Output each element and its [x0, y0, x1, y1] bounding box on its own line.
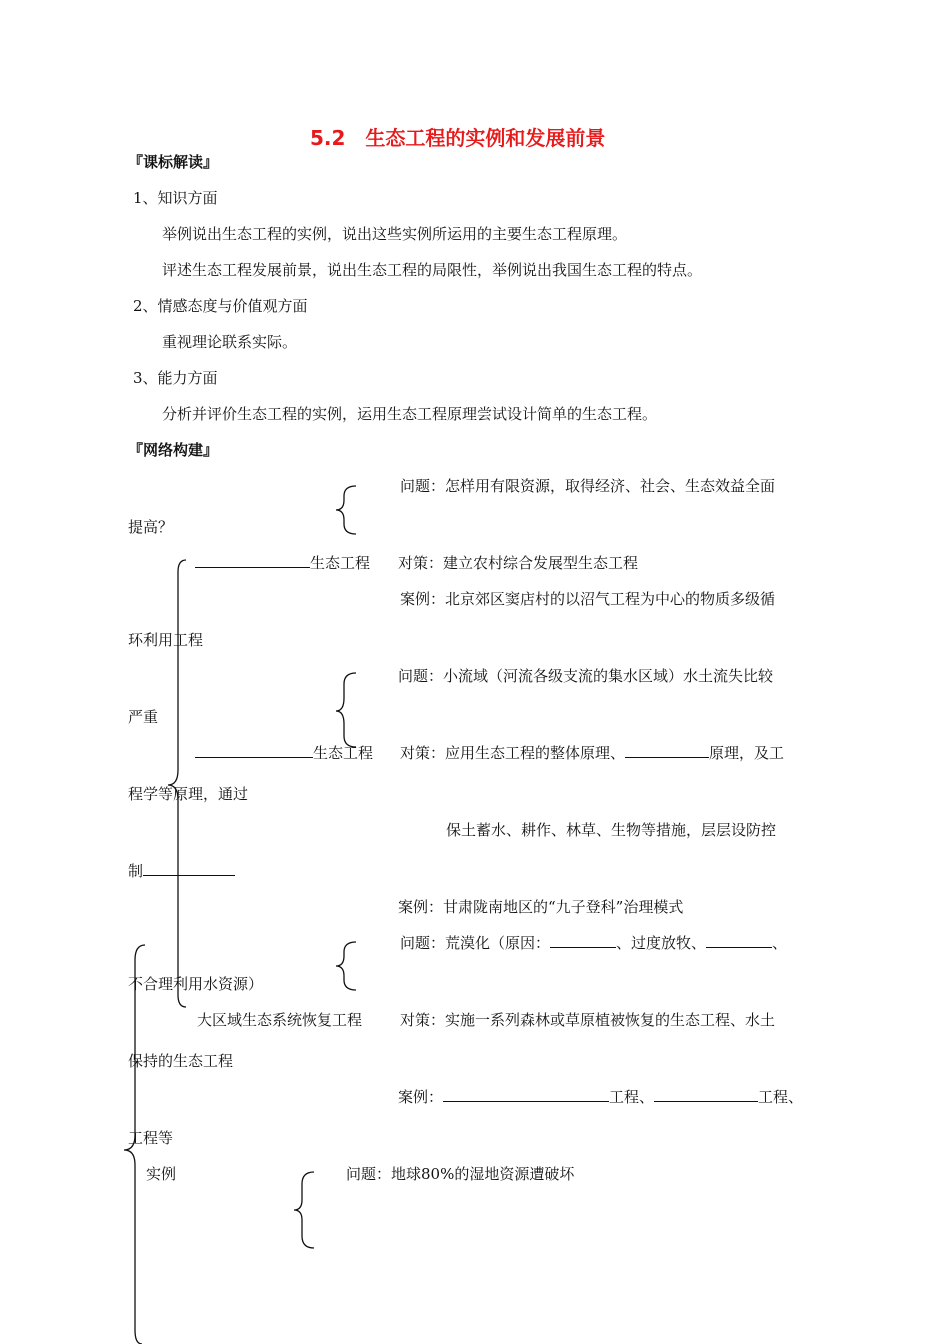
rural-name-blank	[195, 553, 310, 568]
knowledge-line-1: 举例说出生态工程的实例，说出这些实例所运用的主要生态工程原理。	[162, 225, 628, 243]
rural-case-line-2: 环利用工程	[128, 631, 204, 649]
knowledge-heading: 1、知识方面	[133, 189, 218, 207]
rural-engineering-name: 生态工程	[195, 553, 370, 573]
regional-case-blank-1	[443, 1087, 609, 1102]
rural-measure: 对策：建立农村综合发展型生态工程	[398, 554, 639, 572]
rural-problem-line-1: 问题：怎样用有限资源，取得经济、社会、生态效益全面	[400, 477, 776, 495]
regional-case-line-1: 案例： 工程、 工程、	[398, 1088, 804, 1106]
attitude-line: 重视理论联系实际。	[162, 333, 298, 351]
page-title: 5.2 生态工程的实例和发展前景	[310, 126, 606, 150]
ability-heading: 3、能力方面	[133, 369, 218, 387]
wetland-problem: 问题：地球80%的湿地资源遭破坏	[346, 1165, 575, 1183]
watershed-problem-line-2: 严重	[128, 708, 159, 726]
ability-line: 分析并评价生态工程的实例，运用生态工程原理尝试设计简单的生态工程。	[162, 405, 658, 423]
watershed-measure-line-4: 制	[128, 861, 235, 881]
examples-label: 实例	[146, 1165, 177, 1183]
watershed-control-blank	[143, 861, 235, 876]
regional-measure-line-2: 保持的生态工程	[128, 1052, 234, 1070]
wetland-problem-brace	[294, 1172, 314, 1248]
regional-problem-line-2: 不合理利用水资源）	[128, 975, 264, 993]
watershed-principle-blank	[625, 743, 709, 758]
desertification-cause-blank-2	[706, 933, 772, 948]
knowledge-line-2: 评述生态工程发展前景，说出生态工程的局限性，举例说出我国生态工程的特点。	[162, 261, 703, 279]
watershed-problem-line-1: 问题：小流域（河流各级支流的集水区域）水土流失比较	[398, 667, 774, 685]
watershed-measure-line-2: 程学等原理，通过	[128, 785, 249, 803]
rural-problem-brace	[336, 486, 356, 534]
regional-case-line-2: 工程等	[128, 1129, 174, 1147]
network-heading: 『网络构建』	[128, 441, 219, 459]
rural-case-line-1: 案例：北京郊区窦店村的以沼气工程为中心的物质多级循	[400, 590, 776, 608]
watershed-measure-line-3: 保土蓄水、耕作、林草、生物等措施，层层设防控	[446, 821, 777, 839]
watershed-engineering-name: 生态工程	[195, 743, 373, 763]
regional-problem-line-1: 问题：荒漠化（原因： 、过度放牧、 、	[400, 934, 788, 952]
desertification-cause-blank-1	[550, 933, 616, 948]
watershed-case: 案例：甘肃陇南地区的“九子登科”治理模式	[398, 898, 684, 916]
watershed-name-blank	[195, 743, 313, 758]
regional-case-blank-2	[654, 1087, 758, 1102]
rural-problem-line-2: 提高？	[128, 518, 174, 536]
regional-engineering-name: 大区域生态系统恢复工程	[197, 1011, 363, 1029]
watershed-problem-brace	[336, 673, 356, 747]
regional-problem-brace	[336, 942, 356, 990]
curriculum-heading: 『课标解读』	[128, 153, 219, 171]
attitude-heading: 2、情感态度与价值观方面	[133, 297, 308, 315]
regional-measure-line-1: 对策：实施一系列森林或草原植被恢复的生态工程、水土	[400, 1011, 776, 1029]
watershed-measure-line-1: 对策：应用生态工程的整体原理、 原理，及工	[400, 744, 785, 762]
